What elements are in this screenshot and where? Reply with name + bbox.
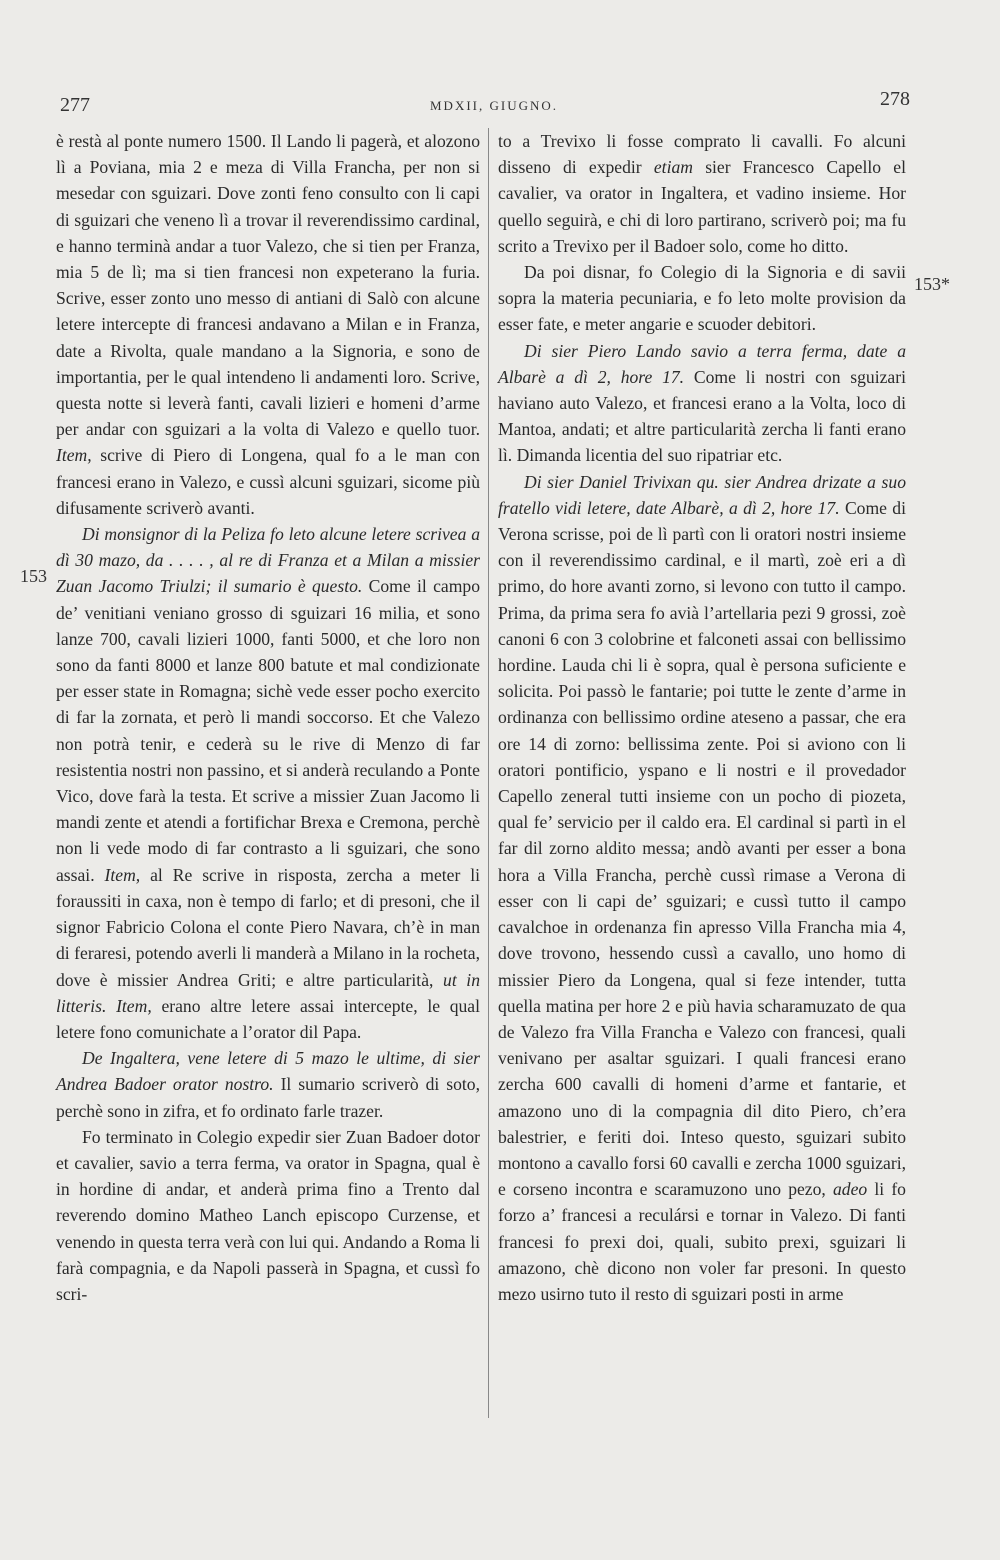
page-number-left: 277: [60, 94, 90, 116]
paragraph: Di monsignor di la Peliza fo leto alcune letere scrivea a dì 30 mazo, da . . . . , al re di Franza et a Milan a missier Zuan Jacomo Triulzi; il sumario è questo. Come il campo de’ venitiani veniano grosso di sguizari 16 milia, et sono lanze 700, cavali lizieri 1000, fanti 5000, et che loro non sono da fanti 8000 et lanze 800 batute et mal condizionate per esser state in Romagna; sichè vede esser pocho exercito di far la zornata, et però li mandi soccorso. Et che Valezo non potrà tenir, e cederà su le rive di Menzo di far resistentia nostri non passino, et si anderà reculando a Ponte Vico, dove farà la testa. Et scrive a missier Zuan Jacomo li mandi zente et atendi a fortifichar Brexa e Cremona, perchè non li vede modo di far contrasto a li sguizari, che sono assai. Item, al Re scrive in risposta, zercha a meter li foraussiti in caxa, non è tempo di farlo; et di presoni, che il signor Fabricio Colona el conte Piero Navara, ch’è in man di feraresi, potendo averli li manderà a Milano in la rocheta, dove è missier Andrea Griti; e altre particularità, ut in litteris. Item, erano altre letere assai intercepte, le qual letere fono comunichate a l’orator dil Papa.: [56, 524, 481, 1042]
margin-note-right: 153*: [914, 274, 950, 294]
paragraph: De Ingaltera, vene letere di 5 mazo le ultime, di sier Andrea Badoer orator nostro. Il sumario scriverò di soto, perchè sono in zifra, et fo ordinato farle trazer.: [56, 1048, 480, 1121]
page-number-right: 278: [880, 88, 910, 110]
paragraph: to a Trevixo li fosse comprato li cavalli. Fo alcuni disseno di expedir etiam sier Francesco Capello el cavalier, va orator in Ingaltera, et vadino insieme. Hor quello seguirà, e chi di loro partirano, scriverò poi; ma fu scrito a Trevixo per il Badoer solo, come ho ditto.: [498, 131, 906, 256]
paragraph: è restà al ponte numero 1500. Il Lando li pagerà, et alozono lì a Poviana, mia 2 e meza di Villa Francha, per non si mesedar con sguizari. Dove zonti feno consulto con li capi di sguizari che veneno lì a trovar il reverendissimo cardinal, e hanno terminà andar a tuor Valezo, che si tien per Franza, mia 5 de lì; ma si tien francesi non expeterano la furia. Scrive, esser zonto uno messo di antiani di Salò con alcune letere intercepte di francesi andavano a Milan e in Franza, date a Rivolta, quale mandano a la Signoria, e sono de importantia, per le qual intendeno li andamenti loro. Scrive, questa notte si leverà fanti, cavali lizieri e homeni d’arme per andar con sguizari a la volta di Valezo e quello tuor. Item, scrive di Piero di Longena, qual fo a le man con francesi erano in Valezo, e cussì alcuni sguizari, sicome più difusamente scriverò avanti.: [56, 131, 480, 518]
paragraph: Di sier Daniel Trivixan qu. sier Andrea drizate a suo fratello vidi letere, date Albarè, a dì 2, hore 17. Come di Verona scrisse, poi de lì partì con li oratori nostri insieme con il reverendissimo cardinal, e il martì, zoè eri a dì primo, do hore avanti zorno, si levono con tutto il campo. Prima, da prima sera fo avià l’artellaria pezi 9 grossi, zoè canoni 6 con 3 colobrine et falconeti assai con bellissimo hordine. Lauda chi li è sopra, qual è persona suficiente e solicita. Poi passò le fantarie; poi tutte le zente d’arme in ordinanza con bellissimo ordine ateseno a passar, che era ore 14 di zorno: bellissima zente. Poi si aviono con li oratori pontificio, yspano e li nostri e il provedador Capello zeneral tutti insieme con un pocho di piozeta, qual fe’ servicio per il caldo era. El cardinal si partì in el far dil zorno aldito messa; andò avanti per esser a bona hora a Villa Francha, perchè cussì rimase a Verona di esser con li capi de’ sguizari; e cussì tutto il campo cavalchoe in ordenanza fin apresso Villa Francha mia 4, dove trovono, hessendo cussì a cavallo, uno homo di missier Piero da Longena, qual si feze intender, tutta quella matina per hore 2 e più havia scharamuzato de qua de Valezo fra Villa Francha e Valezo con francesi, quali venivano per asaltar sguizari. I quali francesi erano zercha 600 cavalli di homeni d’arme et fantarie, et amazono uno di la compagnia dil dito Piero, ch’era balestrier, e feriti doi. Inteso questo, sguizari subito montono a cavallo forsi 60 cavalli e zercha 1000 sguizari, e corseno incontra e scaramuzono uno pezo, adeo li fo forzo a’ francesi a reculársi e tornar in Valezo. Di fanti francesi fo prexi doi, quali, subito prexi, sguizari li amazono, chè dicono non voler far presoni. In questo mezo usirno tuto il resto di sguizari posti in arme: [498, 471, 906, 1304]
right-column: [498, 128, 906, 1307]
margin-note-left: 153: [20, 566, 47, 586]
running-title: MDXII, GIUGNO.: [430, 98, 559, 113]
column-divider: [488, 128, 489, 1418]
paragraph: Da poi disnar, fo Colegio di la Signoria e di savii sopra la materia pecuniaria, e fo leto molte provision da esser fate, e meter angarie e scuoder debitori.: [498, 262, 906, 335]
paragraph: Di sier Piero Lando savio a terra ferma, date a Albarè a dì 2, hore 17. Come li nostri con sguizari haviano auto Valezo, et francesi erano a la Volta, loco di Mantoa, andati; et altre particularità zercha li fanti erano lì. Dimanda licentia del suo ripatriar etc.: [498, 340, 906, 466]
paragraph: Fo terminato in Colegio expedir sier Zuan Badoer dotor et cavalier, savio a terra ferma, va orator in Spagna, qual è in hordine di andar, et anderà prima fino a Trento dal reverendo domino Matheo Lanch episcopo Curzense, et venendo in questa terra verà con lui qui. Andando a Roma li farà compagnia, e da Napoli passerà in Spagna, et cussì fo scri-: [56, 1126, 480, 1304]
running-header: [60, 84, 910, 120]
left-column: [56, 128, 480, 1307]
